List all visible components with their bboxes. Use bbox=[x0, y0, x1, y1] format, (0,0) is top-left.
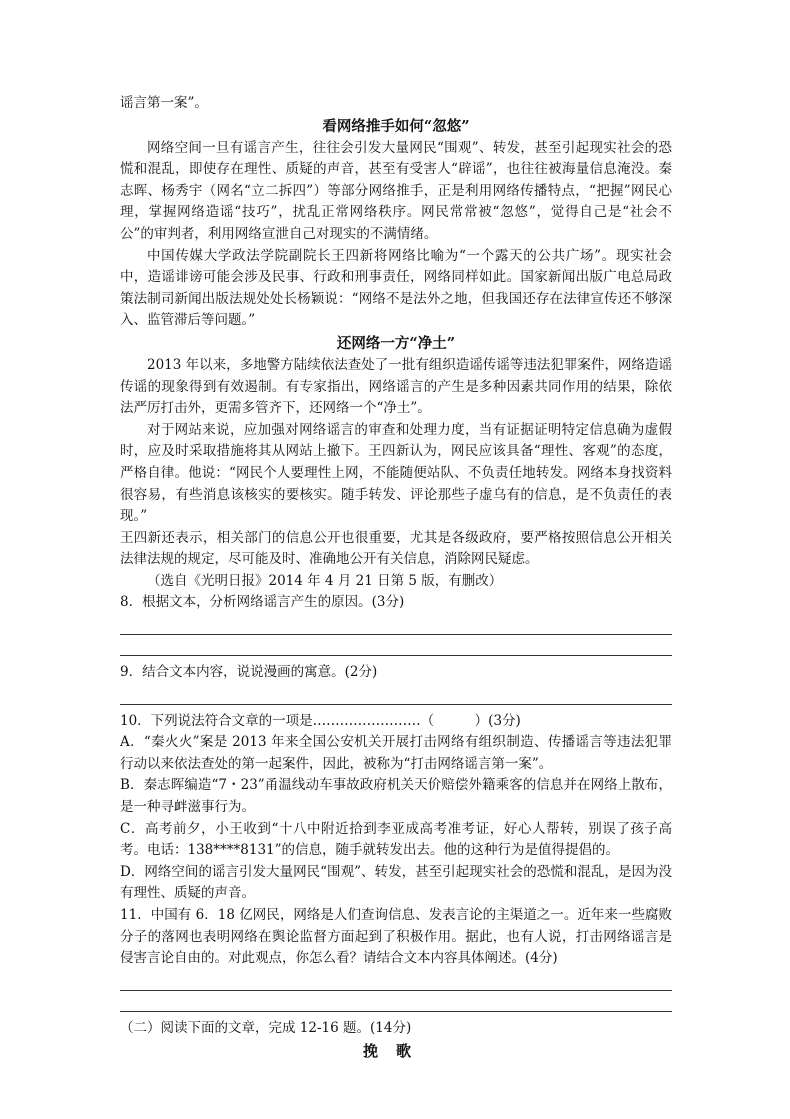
option-a[interactable]: A．“秦火火”案是 2013 年来全国公安机关开展打击网络有组织制造、传播谣言等违法犯罪行动以来依法查处的第一起案件，因此，被称为“打击网络谣言第一案”。 bbox=[120, 734, 672, 772]
exam-page bbox=[120, 93, 672, 1063]
question-9: 9．结合文本内容，说说漫画的寓意。(2分) bbox=[120, 664, 378, 681]
answer-line[interactable] bbox=[120, 614, 672, 635]
section2-paragraph: 对于网站来说，应加强对网络谣言的审查和处理力度，当有证据证明特定信息确为虚假时，应及时采取措施将其从网站上撤下。王四新认为，网民应该具备“理性、客观”的态度，严格自律。他说：“网民个人要理性上网，不能随便站队、不负责任地转发。网络本身找资料很容易，有些消息该核实的要核实。随手转发、评论那些子虚乌有的信息，是不负责任的表现。” bbox=[120, 421, 672, 525]
section1-heading: 看网络推手如何“忽悠” bbox=[322, 117, 470, 135]
section2-heading: 还网络一方“净土” bbox=[336, 334, 456, 352]
section2-paragraph: 2013 年以来，多地警方陆续依法查处了一批有组织造谣传谣等违法犯罪案件，网络造谣传谣的现象得到有效遏制。有专家指出，网络谣言的产生是多种因素共同作用的结果，除依法严厉打击外，更需多管齐下，还网络一个“净土”。 bbox=[120, 356, 672, 417]
question-11: 11．中国有 6．18 亿网民，网络是人们查询信息、发表言论的主渠道之一。近年来一些腐败分子的落网也表明网络在舆论监督方面起到了积极作用。据此，也有人说，打击网络谣言是侵害言论自由的。对此观点，你怎么看？请结合文本内容具体阐述。(4分) bbox=[120, 907, 672, 967]
intro-tail: 谣言第一案”。 bbox=[120, 95, 208, 111]
answer-line[interactable] bbox=[120, 970, 672, 991]
question-8: 8．根据文本，分析网络谣言产生的原因。(3分) bbox=[120, 594, 405, 611]
answer-line[interactable] bbox=[120, 635, 672, 656]
question-10: 10．下列说法符合文章的一项是……………………（ ）(3分) bbox=[120, 712, 521, 729]
answer-line[interactable] bbox=[120, 684, 672, 705]
section1-paragraph: 中国传媒大学政法学院副院长王四新将网络比喻为“一个露天的公共广场”。现实社会中，造谣诽谤可能会涉及民事、行政和刑事责任，网络同样如此。国家新闻出版广电总局政策法制司新闻出版法规处处长杨颖说：“网络不是法外之地，但我国还存在法律宣传还不够深入、监管滞后等问题。” bbox=[120, 247, 672, 329]
option-c[interactable]: C．高考前夕，小王收到“十八中附近拾到李亚成高考准考证，好心人帮转，别误了孩子高考。电话：138****8131”的信息，随手就转发出去。他的这种行为是值得提倡的。 bbox=[120, 820, 672, 859]
article-title: 挽歌 bbox=[362, 1042, 429, 1061]
answer-line[interactable] bbox=[120, 991, 672, 1012]
option-d[interactable]: D．网络空间的谣言引发大量网民“围观”、转发，甚至引起现实社会的恐慌和混乱，是因为没有理性、质疑的声音。 bbox=[120, 863, 672, 902]
option-b[interactable]: B．秦志晖编造“7・23”甬温线动车事故政府机关天价赔偿外籍乘客的信息并在网络上散布，是一种寻衅滋事行为。 bbox=[120, 777, 672, 816]
source-note: （选自《光明日报》2014 年 4 月 21 日第 5 版，有删改） bbox=[147, 572, 503, 589]
part2-instruction: （二）阅读下面的文章，完成 12-16 题。(14分) bbox=[120, 1019, 412, 1036]
section1-paragraph: 网络空间一旦有谣言产生，往往会引发大量网民“围观”、转发，甚至引起现实社会的恐慌和混乱，即使存在理性、质疑的声音，甚至有受害人“辟谣”，也往往被海量信息淹没。秦志晖、杨秀宇（网名“立二拆四”）等部分网络推手，正是利用网络传播特点，“把握”网民心理，掌握网络造谣“技巧”，扰乱正常网络秩序。网民常常被“忽悠”，觉得自己是“社会不公”的审判者，利用网络宣泄自己对现实的不满情绪。 bbox=[120, 139, 672, 242]
section2-paragraph-noindent: 王四新还表示，相关部门的信息公开也很重要，尤其是各级政府，要严格按照信息公开相关法律法规的规定，尽可能及时、准确地公开有关信息，消除网民疑虑。 bbox=[120, 529, 672, 568]
